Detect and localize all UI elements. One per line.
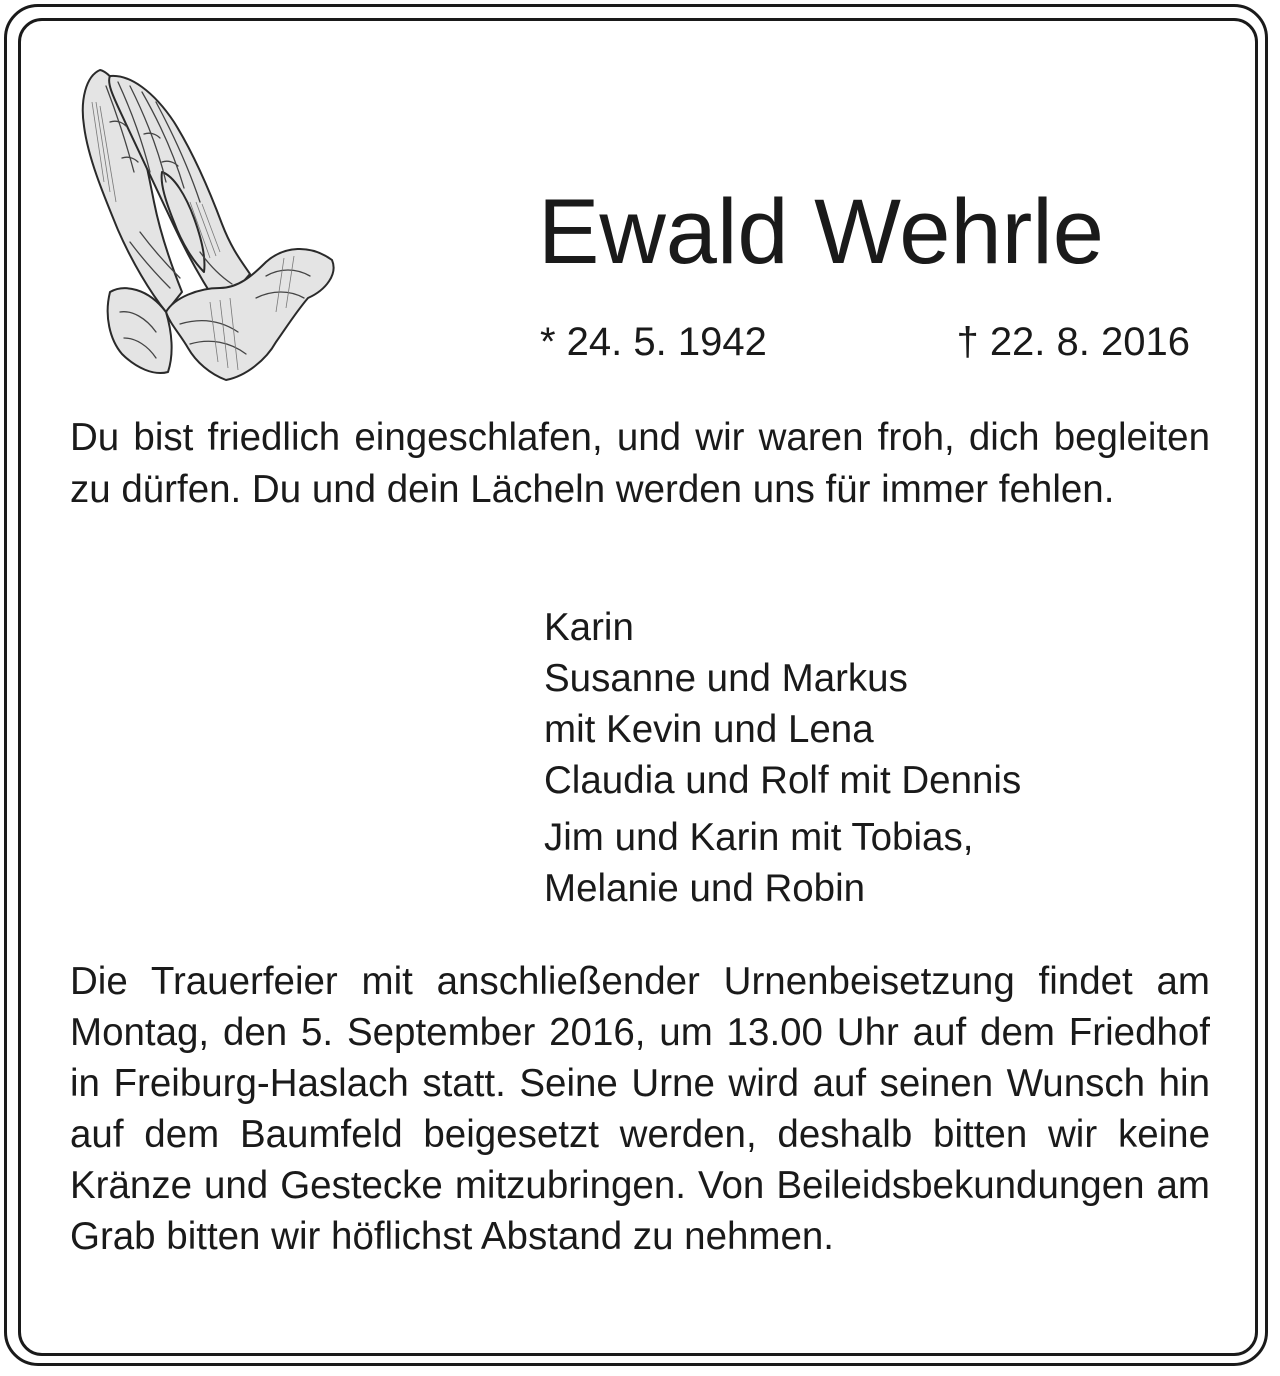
mourner-line: mit Kevin und Lena xyxy=(544,708,874,751)
praying-hands-icon xyxy=(70,62,340,392)
memorial-quote: Du bist friedlich eingeschlafen, und wir waren froh, dich begleiten zu dürfen. Du und dein Lächeln werden uns für immer fehlen. xyxy=(70,416,1210,511)
mourner-line: Melanie und Robin xyxy=(544,867,866,910)
deceased-name: Ewald Wehrle xyxy=(538,181,1104,283)
mourner-line: Jim und Karin mit Tobias, xyxy=(544,816,974,859)
birth-date: * 24. 5. 1942 xyxy=(540,320,767,364)
service-notice: Die Trauerfeier mit anschließender Urnenbeisetzung findet am Montag, den 5. September 2016, um 13.00 Uhr auf dem Friedhof in Freiburg-Haslach statt. Seine Urne wird auf seinen Wunsch hin auf dem Baumfeld beigesetzt werden, deshalb bitten wir keine Kränze und Gestecke mitzubringen. Von Beileidsbekundungen am Grab bitten wir höflichst Abstand zu nehmen. xyxy=(70,960,1210,1258)
mourner-line: Claudia und Rolf mit Dennis xyxy=(544,759,1022,802)
mourners-list xyxy=(544,602,1021,914)
mourner-line: Susanne und Markus xyxy=(544,657,908,700)
death-date: † 22. 8. 2016 xyxy=(956,320,1190,364)
mourner-line: Karin xyxy=(544,606,634,649)
